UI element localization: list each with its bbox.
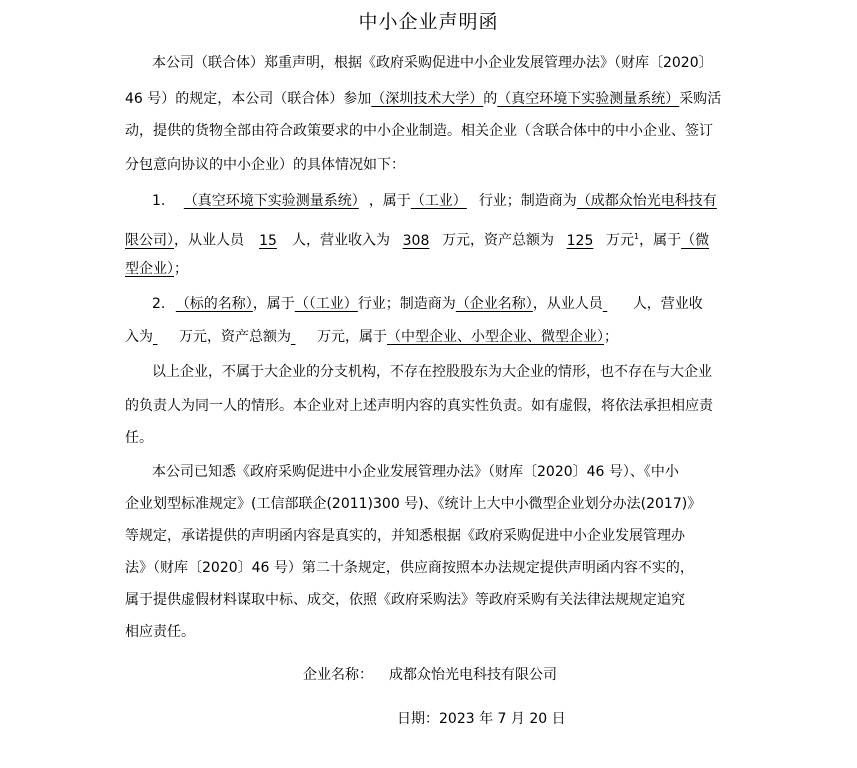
company-name: 成都众怡光电科技有限公司 bbox=[389, 667, 557, 683]
item1-staff: 15 bbox=[259, 232, 277, 249]
para1-line2-text: 46 号）的规定，本公司（联合体）参加 bbox=[125, 91, 372, 107]
para4-line2: 企业划型标准规定》(工信部联企(2011)300 号)、《统计上大中小微型企业划分办法(2017)》 bbox=[125, 496, 702, 512]
item1-industry-suffix: 行业；制造商为 bbox=[478, 193, 577, 209]
para4-line6: 相应责任。 bbox=[125, 624, 195, 640]
para1-line1: 本公司（联合体）郑重声明，根据《政府采购促进中小企业发展管理办法》（财库〔2020〕 bbox=[152, 55, 713, 71]
para1-line2-de: 的 bbox=[483, 91, 498, 107]
para3-line3: 任。 bbox=[125, 430, 153, 446]
item1-footnote-mark: 1 bbox=[634, 232, 640, 241]
document-title: 中小企业声明函 bbox=[358, 11, 499, 33]
item1-revenue-unit: 万元，资产总额为 bbox=[442, 232, 554, 249]
para3-line1: 以上企业，不属于大企业的分支机构，不存在控股股东为大企业的情形，也不存在与大企业 bbox=[152, 364, 712, 380]
item2-belongs: ，属于 bbox=[252, 296, 295, 312]
item1-assets: 125 bbox=[566, 232, 594, 249]
para1-line4: 分包意向协议的中小企业）的具体情况如下： bbox=[125, 157, 405, 173]
signature-company bbox=[303, 665, 557, 685]
item1-staff-unit: 人，营业收入为 bbox=[292, 232, 390, 249]
item1-belongs2: ，属于 bbox=[639, 232, 682, 249]
purchaser-name: （深圳技术大学） bbox=[371, 91, 484, 107]
project-name: （真空环境下实验测量系统） bbox=[497, 91, 680, 107]
item2-industry-suffix: 行业；制造商为 bbox=[357, 296, 456, 312]
para3-line2: 的负责人为同一人的情形。本企业对上述声明内容的真实性负责。如有虚假，将依法承担相应责 bbox=[125, 398, 713, 414]
item2-staff-suffix: 人，营业收 bbox=[632, 296, 703, 312]
para1-line3: 动，提供的货物全部由符合政策要求的中小企业制造。相关企业（含联合体中的中小企业、签订 bbox=[125, 123, 713, 139]
item1-industry: （工业） bbox=[410, 193, 467, 209]
para4-line5: 属于提供虚假材料谋取中标、成交，依照《政府采购法》等政府采购有关法律法规规定追究 bbox=[125, 592, 685, 608]
item2-line2 bbox=[125, 327, 618, 347]
item1-end: ； bbox=[174, 261, 188, 277]
item2-name: （标的名称） bbox=[175, 296, 253, 312]
item1-type-part1: （微 bbox=[681, 232, 710, 249]
item2-staff-blank bbox=[603, 294, 633, 314]
item1-maker-part1: （成都众怡光电科技有 bbox=[576, 193, 717, 209]
item1-line2 bbox=[125, 227, 709, 251]
item1-project: （真空环境下实验测量系统） bbox=[183, 193, 359, 209]
item1-staff-prefix: ，从业人员 bbox=[174, 232, 244, 249]
item1-line1 bbox=[152, 191, 717, 211]
item1-revenue: 308 bbox=[402, 232, 430, 249]
para1-line2-end: 采购活 bbox=[679, 91, 722, 107]
company-label: 企业名称： bbox=[303, 667, 373, 683]
item2-maker: （企业名称） bbox=[455, 296, 533, 312]
item1-type-part2: 型企业） bbox=[125, 261, 174, 277]
item1-belongs: ，属于 bbox=[368, 193, 411, 209]
item2-type: （中型企业、小型企业、微型企业） bbox=[387, 329, 604, 345]
item1-line3 bbox=[125, 259, 188, 279]
item1-assets-unit: 万元 bbox=[606, 232, 634, 249]
para4-line4: 法》（财库〔2020〕46 号）第二十条规定，供应商按照本办法规定提供声明函内容不实的， bbox=[125, 560, 694, 576]
item2-assets-unit: 万元，属于 bbox=[317, 329, 387, 345]
item2-revenue-blank bbox=[153, 327, 179, 347]
date-label: 日期： bbox=[397, 711, 439, 727]
para1-line2 bbox=[125, 89, 721, 109]
item2-number: 2. bbox=[152, 296, 166, 312]
item2-end: ； bbox=[604, 329, 618, 345]
item2-rev-prefix: 入为 bbox=[125, 329, 153, 345]
item1-number: 1. bbox=[152, 193, 166, 209]
item2-industry: （（工业） bbox=[294, 296, 358, 312]
date-value: 2023 年 7 月 20 日 bbox=[439, 711, 566, 727]
para4-line3: 等规定，承诺提供的声明函内容是真实的，并知悉根据《政府采购促进中小企业发展管理办 bbox=[125, 528, 685, 544]
item1-maker-part2: 限公司） bbox=[125, 232, 174, 249]
item2-assets-blank bbox=[291, 327, 317, 347]
item2-staff-prefix: ，从业人员 bbox=[532, 296, 603, 312]
item2-rev-unit: 万元，资产总额为 bbox=[179, 329, 291, 345]
signature-date bbox=[397, 709, 566, 729]
para4-line1: 本公司已知悉《政府采购促进中小企业发展管理办法》（财库〔2020〕46 号）、《中小 bbox=[152, 464, 679, 480]
item2-line1 bbox=[152, 294, 703, 314]
